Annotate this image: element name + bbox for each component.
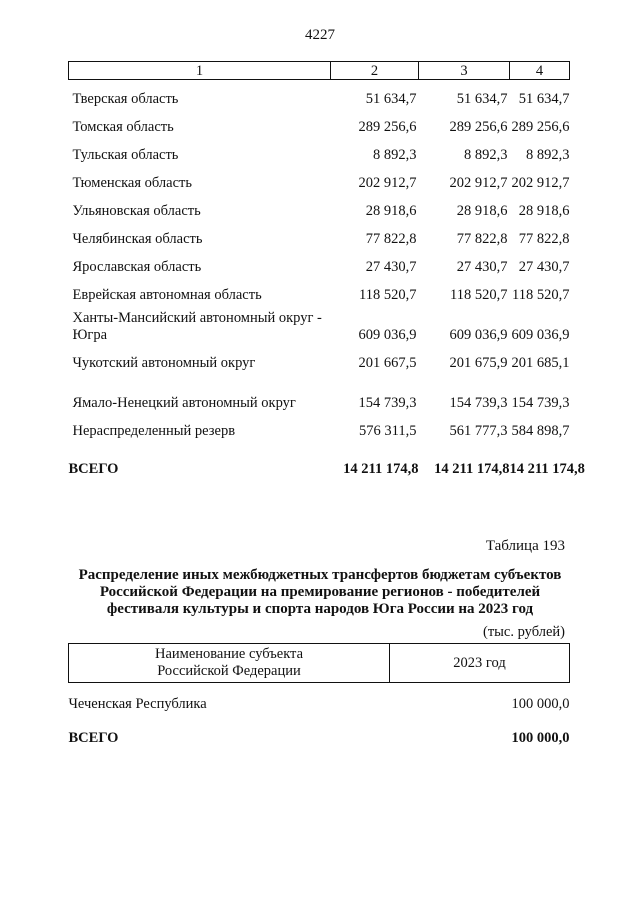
region-name: Чеченская Республика xyxy=(68,696,207,712)
column-header-3: 3 xyxy=(419,62,510,80)
page-number: 4227 xyxy=(305,27,335,43)
value-col-2: 202 912,7 xyxy=(358,175,417,191)
regions-table-header xyxy=(69,62,570,80)
value-col-4: 154 739,3 xyxy=(511,395,570,411)
value-col-4: 289 256,6 xyxy=(511,119,570,135)
value-col-3: 609 036,9 xyxy=(449,327,508,343)
region-name: Еврейская автономная область xyxy=(72,287,262,303)
total-label: ВСЕГО xyxy=(68,730,119,746)
value-col-3: 201 675,9 xyxy=(449,355,508,371)
value-col-2: 77 822,8 xyxy=(365,231,417,247)
value-col-3: 154 739,3 xyxy=(449,395,508,411)
table-row xyxy=(69,248,570,276)
value-col-4: 27 430,7 xyxy=(518,259,570,275)
transfers-table xyxy=(68,643,569,747)
value-col-2: 289 256,6 xyxy=(358,119,417,135)
region-name: Ульяновская область xyxy=(72,203,201,219)
value-col-3: 118 520,7 xyxy=(450,287,508,303)
value-col-3: 202 912,7 xyxy=(449,175,508,191)
value-col-4: 28 918,6 xyxy=(518,203,570,219)
table-row xyxy=(69,276,570,304)
total-col-4: 14 211 174,8 xyxy=(509,461,585,477)
column-header-1: 1 xyxy=(69,62,331,80)
region-name: Чукотский автономный округ xyxy=(72,355,256,371)
value-col-4: 584 898,7 xyxy=(511,423,570,439)
region-name: Ханты-Мансийский автономный округ - Югра xyxy=(72,310,322,343)
value-col-3: 51 634,7 xyxy=(456,91,508,107)
table-row xyxy=(69,220,570,248)
region-name: Тюменская область xyxy=(72,175,192,191)
column-header-4: 4 xyxy=(510,62,570,80)
value-col-4: 202 912,7 xyxy=(511,175,570,191)
table-row xyxy=(69,683,570,714)
total-col-3: 14 211 174,8 xyxy=(434,461,510,477)
heading-line: фестиваля культуры и спорта народов Юга России на 2023 год xyxy=(106,601,534,617)
table-row xyxy=(69,108,570,136)
value-col-3: 561 777,3 xyxy=(449,423,508,439)
header-line: Российской Федерации xyxy=(157,663,301,679)
region-name: Ярославская область xyxy=(72,259,202,275)
total-value: 100 000,0 xyxy=(511,730,570,746)
region-name: Челябинская область xyxy=(72,231,203,247)
region-name: Томская область xyxy=(72,119,174,135)
value-col-2: 8 892,3 xyxy=(373,147,417,163)
table-row xyxy=(69,304,570,344)
table-heading xyxy=(60,567,580,618)
value-col-2: 51 634,7 xyxy=(365,91,417,107)
transfers-table-header xyxy=(69,644,570,683)
header-line: Наименование субъекта xyxy=(154,646,304,662)
total-col-2: 14 211 174,8 xyxy=(343,461,419,477)
region-name: Тверская область xyxy=(72,91,179,107)
value-col-2: 576 311,5 xyxy=(359,423,417,439)
heading-line: Распределение иных межбюджетных трансфертов бюджетам субъектов xyxy=(78,567,562,583)
column-header-2: 2 xyxy=(331,62,419,80)
value-col-4: 609 036,9 xyxy=(511,327,570,343)
heading-line: Российской Федерации на премирование регионов - победителей xyxy=(99,584,541,600)
region-name: Нераспределенный резерв xyxy=(72,423,236,439)
value-col-4: 51 634,7 xyxy=(518,91,570,107)
value-col-3: 27 430,7 xyxy=(456,259,508,275)
value-col-3: 28 918,6 xyxy=(456,203,508,219)
table-row xyxy=(69,372,570,412)
table-row xyxy=(69,80,570,109)
table-row xyxy=(69,412,570,440)
table-row xyxy=(69,136,570,164)
value-col-2: 28 918,6 xyxy=(365,203,417,219)
region-name: Тульская область xyxy=(72,147,179,163)
column-header-year: 2023 год xyxy=(390,644,570,683)
table-row xyxy=(69,164,570,192)
value-col-2: 201 667,5 xyxy=(358,355,417,371)
value-2023: 100 000,0 xyxy=(511,696,570,712)
table-row xyxy=(69,344,570,372)
regions-table xyxy=(68,61,585,478)
value-col-2: 154 739,3 xyxy=(358,395,417,411)
value-col-3: 8 892,3 xyxy=(464,147,508,163)
value-col-3: 77 822,8 xyxy=(456,231,508,247)
value-col-2: 609 036,9 xyxy=(358,327,417,343)
value-col-4: 8 892,3 xyxy=(526,147,570,163)
table-number-label: Таблица 193 xyxy=(485,538,565,554)
value-col-3: 289 256,6 xyxy=(449,119,508,135)
value-col-2: 118 520,7 xyxy=(359,287,417,303)
units-label: (тыс. рублей) xyxy=(483,624,565,640)
column-header-subject xyxy=(69,644,390,683)
table-row xyxy=(69,192,570,220)
total-row xyxy=(69,713,570,747)
value-col-4: 201 685,1 xyxy=(511,355,570,371)
total-label: ВСЕГО xyxy=(68,461,119,477)
value-col-4: 77 822,8 xyxy=(518,231,570,247)
value-col-2: 27 430,7 xyxy=(365,259,417,275)
value-col-4: 118 520,7 xyxy=(512,287,570,303)
region-name: Ямало-Ненецкий автономный округ xyxy=(72,395,296,411)
total-row xyxy=(69,440,570,478)
